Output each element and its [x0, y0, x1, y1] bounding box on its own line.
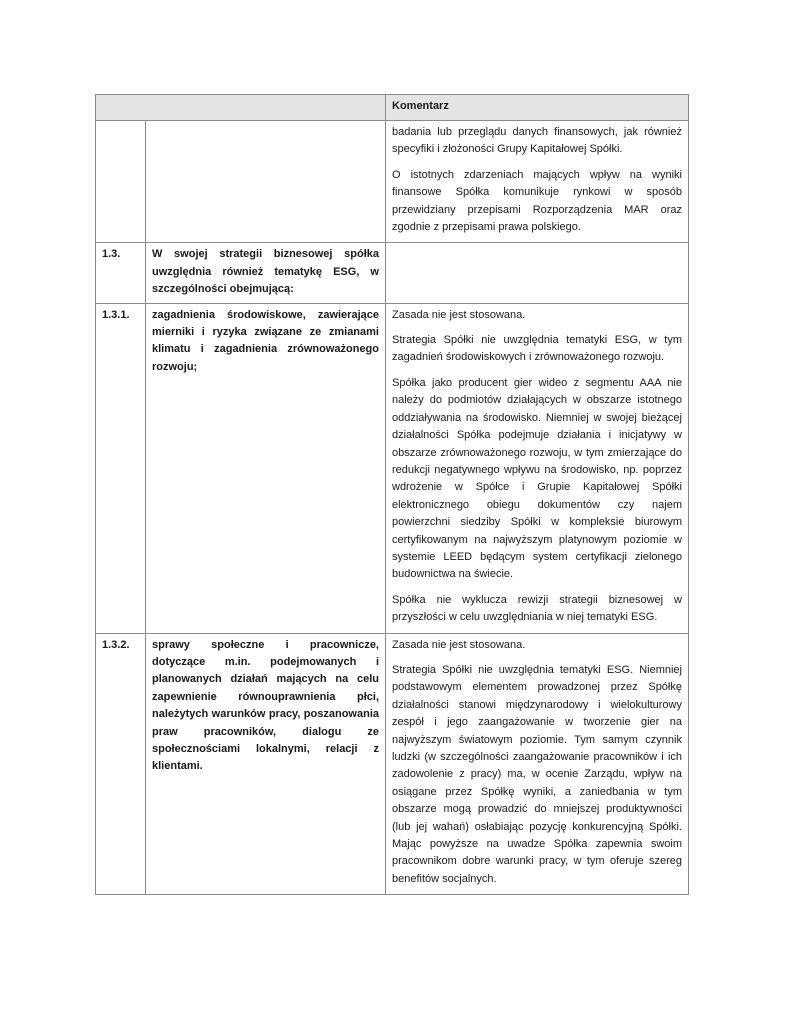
- comment-paragraph: Spółka jako producent gier wideo z segmentu AAA nie należy do podmiotów działających w obszarze istotnego oddziaływania na środowisko. Niemniej w swojej bieżącej działalności Spółka podejmuje działania i inicjatywy w obszarze zrównoważonego rozwoju, w tym zmierzające do redukcji negatywnego wpływu na środowisko, np. poprzez wdrożenie w Spółce i Grupie Kapitałowej Spółki elektronicznego obiegu dokumentów czy najem powierzchni siedziby Spółki w kompleksie biurowym certyfikowanym na najwyższym platynowym poziomie w systemie LEED będącym system certyfikacji zielonego budownictwa na świecie.: [392, 376, 682, 581]
- row-comment: [386, 121, 689, 243]
- row-requirement: [146, 121, 386, 243]
- table-row: [96, 243, 689, 303]
- row-number: 1.3.1.: [96, 303, 146, 633]
- row-number: 1.3.2.: [96, 633, 146, 895]
- comment-paragraph: Zasada nie jest stosowana.: [392, 308, 526, 321]
- row-requirement: W swojej strategii biznesowej spółka uwzględnia również tematykę ESG, w szczególności obejmującą:: [146, 243, 386, 303]
- table-row: [96, 303, 689, 633]
- header-blank-cell: [96, 95, 386, 121]
- row-requirement: zagadnienia środowiskowe, zawierające mierniki i ryzyka związane ze zmianami klimatu i zagadnienia zrównoważonego rozwoju;: [146, 303, 386, 633]
- table-header-row: [96, 95, 689, 121]
- row-comment: [386, 243, 689, 303]
- comment-paragraph: Strategia Spółki nie uwzględnia tematyki ESG, w tym zagadnień środowiskowych i zrównoważonego rozwoju.: [392, 334, 682, 364]
- row-number: 1.3.: [96, 243, 146, 303]
- corporate-governance-table: [95, 94, 689, 895]
- row-comment: [386, 303, 689, 633]
- comment-paragraph: O istotnych zdarzeniach mających wpływ na wyniki finansowe Spółka komunikuje rynkowi w sposób przewidziany przepisami Rozporządzenia MAR oraz zgodnie z przepisami prawa polskiego.: [392, 168, 682, 234]
- comment-paragraph: Zasada nie jest stosowana.: [392, 638, 526, 651]
- row-comment: [386, 633, 689, 895]
- table-row: [96, 633, 689, 895]
- comment-paragraph: Strategia Spółki nie uwzględnia tematyki ESG. Niemniej podstawowym elementem prowadzonej przez Spółkę działalności stanowi międzynarodowy i wielokulturowy zespół i jego zaangażowanie w tworzenie gier na najwyższym światowym poziomie. Tym samym czynnik ludzki (w szczególności zaangażowanie pracowników i ich zadowolenie z pracy) ma, w ocenie Zarządu, wpływ na osiągane przez Spółkę wyniki, a zaniedbania w tym obszarze mogą prowadzić do mniejszej produktywności (lub jej wahań) osłabiając pozycję konkurencyjną Spółki. Mając powyższe na uwadze Spółka zapewnia swoim pracownikom dobre warunki pracy, w tym oferuje szereg benefitów socjalnych.: [392, 663, 682, 885]
- row-requirement: sprawy społeczne i pracownicze, dotyczące m.in. podejmowanych i planowanych działań mających na celu zapewnienie równouprawnienia płci, należytych warunków pracy, poszanowania praw pracowników, dialogu ze społecznościami lokalnymi, relacji z klientami.: [146, 633, 386, 895]
- header-comment: Komentarz: [386, 95, 689, 121]
- comment-paragraph: Spółka nie wyklucza rewizji strategii biznesowej w przyszłości w celu uwzględniania w niej tematyki ESG.: [392, 593, 682, 624]
- row-number: [96, 121, 146, 243]
- table-row: [96, 121, 689, 243]
- comment-paragraph: badania lub przeglądu danych finansowych, jak również specyfiki i złożoności Grupy Kapitałowej Spółki.: [392, 126, 682, 156]
